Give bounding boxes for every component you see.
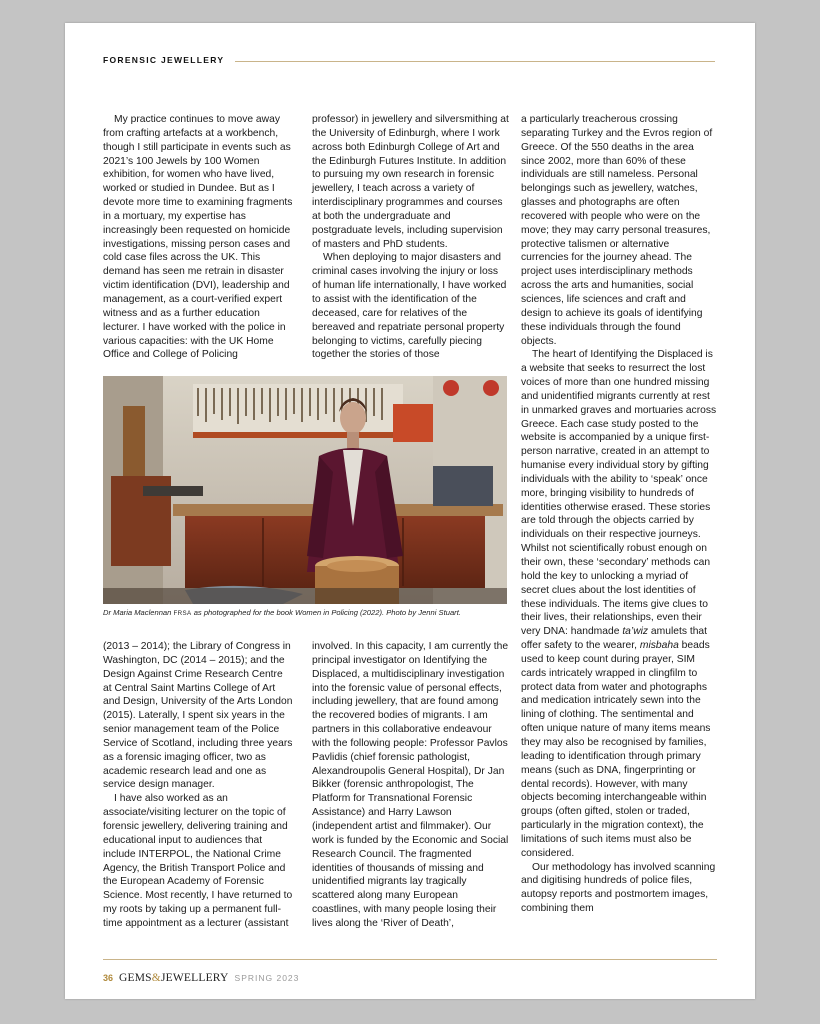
paragraph: involved. In this capacity, I am currently the principal investigator on Identifying the Displaced, a multidisciplinary investigation into the forensic value of personal effects, including jewellery, that are found among the recovered bodies of migrants. I am partners in this collaborative endeavour with the following people: Professor Pavlos Pavlidis (chief forensic pathologist, Alexandroupolis General Hospital), Dr Jan Bikker (forensic anthropologist, The Platform for Transnational Forensic Assistance) and Harry Lawson (independent artist and filmmaker). Our work is funded by the Economic and Social Research Council. The fragmented identities of thousands of missing and unidentified migrants lay tragically scattered along many European coastlines, with many people losing their lives along the ‘River of Death’, xyxy=(312,641,509,929)
page-number: 36 xyxy=(103,973,114,983)
header-rule xyxy=(235,61,715,62)
paragraph: professor) in jewellery and silversmithing at the University of Edinburgh, where I work across both Edinburgh College of Art and the Edinburgh Futures Institute. In addition to pursuing my own research in forensic jewellery, I teach across a variety of interdisciplinary programmes and courses at both the undergraduate and postgraduate levels, including supervision of masters and PhD students. xyxy=(312,114,509,250)
magazine-name-part: GEMS xyxy=(119,972,152,984)
caption-smallcaps: FRSA xyxy=(173,610,192,617)
photo-caption xyxy=(103,608,513,617)
paragraph: a particularly treacherous crossing separating Turkey and the Evros region of Greece. Of the 550 deaths in the area since 2002, more than 60% of these individuals are still nameless. Personal belongings such as jewellery, watches, glasses and photographs are often recovered with people who were on the move; they may carry personal treasures, protective talismen or alternative currencies for the journey ahead. The project uses interdisciplinary methods across the arts and humanities, social sciences, life sciences and craft and design to achieve its goals of identifying these individuals through the found objects. xyxy=(521,114,713,347)
section-header xyxy=(103,55,715,67)
section-title: FORENSIC JEWELLERY xyxy=(103,55,225,65)
paragraph xyxy=(521,348,717,860)
footer-rule xyxy=(103,959,717,960)
magazine-page xyxy=(65,23,755,999)
column-1-top xyxy=(103,113,293,362)
paragraph: (2013 – 2014); the Library of Congress in Washington, DC (2014 – 2015); and the Design Against Crime Research Centre at Central Saint Martins College of Art and Design, University of the Arts London (2015). Laterally, I spent six years in the senior management team of the Police Service of Scotland, including three years as a forensic imaging officer, two as academic research lead and one as service design manager. xyxy=(103,641,293,791)
column-3 xyxy=(521,113,717,916)
paragraph: My practice continues to move away from crafting artefacts at a workbench, though I still participate in events such as 2021’s 100 Jewels by 100 Women exhibition, for women who have lived, worked or studied in Dundee. But as I devote more time to examining fragments in a mortuary, my expertise has increasingly been requested on homicide investigations, missing person cases and cold case files across the UK. This demand has seen me retrain in disaster victim identification (DVI), leadership and management, as a court-verified expert witness and as a further education lecturer. I have worked with the police in various capacities: with the UK Home Office and College of Policing xyxy=(103,114,293,361)
text-run: amulets that offer safety to the wearer, xyxy=(521,626,708,652)
magazine-name xyxy=(119,972,229,984)
paragraph: I have also worked as an associate/visiting lecturer on the topic of forensic jewellery, delivering training and educational input to audiences that include INTERPOL, the National Crime Agency, the British Transport Police and the European Academy of Forensic Science. Most recently, I have returned to my roots by taking up a permanent full-time appointment as a lecturer (assistant xyxy=(103,793,293,929)
issue-label: SPRING 2023 xyxy=(234,973,300,983)
magazine-name-part: JEWELLERY xyxy=(160,972,229,984)
caption-text: as photographed for the book Women in Policing (2022). Photo by Jenni Stuart. xyxy=(191,608,461,617)
magazine-ampersand: & xyxy=(151,972,161,984)
text-run: beads used to keep count during prayer, SIM cards intricately wrapped in clingfilm to protect data from water and photographs and medication intricately sewn into the lining of clothing. The sentimental and often unique nature of many items means they may also be recognised by families, leading to identification through primary means (such as DNA, fingerprinting or dental records). However, with many objects becoming interchangeable within groups (often gifted, stolen or traded, particularly in the migration context), the limitations of such items must also be considered. xyxy=(521,640,711,859)
italic-term: ta’wiz xyxy=(622,626,649,638)
paragraph: Our methodology has involved scanning and digitising hundreds of police files, autopsy reports and postmortem images, combining them xyxy=(521,861,716,915)
column-2-bottom xyxy=(312,640,509,931)
caption-text: Dr Maria Maclennan xyxy=(103,608,174,617)
paragraph: When deploying to major disasters and criminal cases involving the injury or loss of human life internationally, I have worked to assist with the identification of the deceased, care for relatives of the bereaved and repatriate personal property belonging to victims, carefully piecing together the stories of those xyxy=(312,252,507,361)
column-2-top xyxy=(312,113,509,362)
text-run: The heart of Identifying the Displaced is a website that seeks to resurrect the lost voices of more than one hundred missing and unidentified migrants currently at rest in unmarked graves and mortuaries across Greece. Each case study posted to the website is accompanied by a unique first-person narrative, created in an attempt to humanise every individual story by gifting individuals with the ability to ‘speak’ once more, bringing visibility to hundreds of identities otherwise erased. These stories are told through the objects carried by individuals on their respective journeys. Whilst not scientifically robust enough on their own, these ‘secondary’ methods can hold the key to unlocking a myriad of secret clues about the lost identities of these individuals. The items give clues to their lives, their relationships, even their very DNA: handmade xyxy=(521,349,717,638)
page-footer xyxy=(103,968,299,982)
workshop-photo-illustration xyxy=(103,376,507,604)
workshop-photo xyxy=(103,376,507,604)
column-1-bottom xyxy=(103,640,293,931)
italic-term: misbaha xyxy=(639,640,679,652)
